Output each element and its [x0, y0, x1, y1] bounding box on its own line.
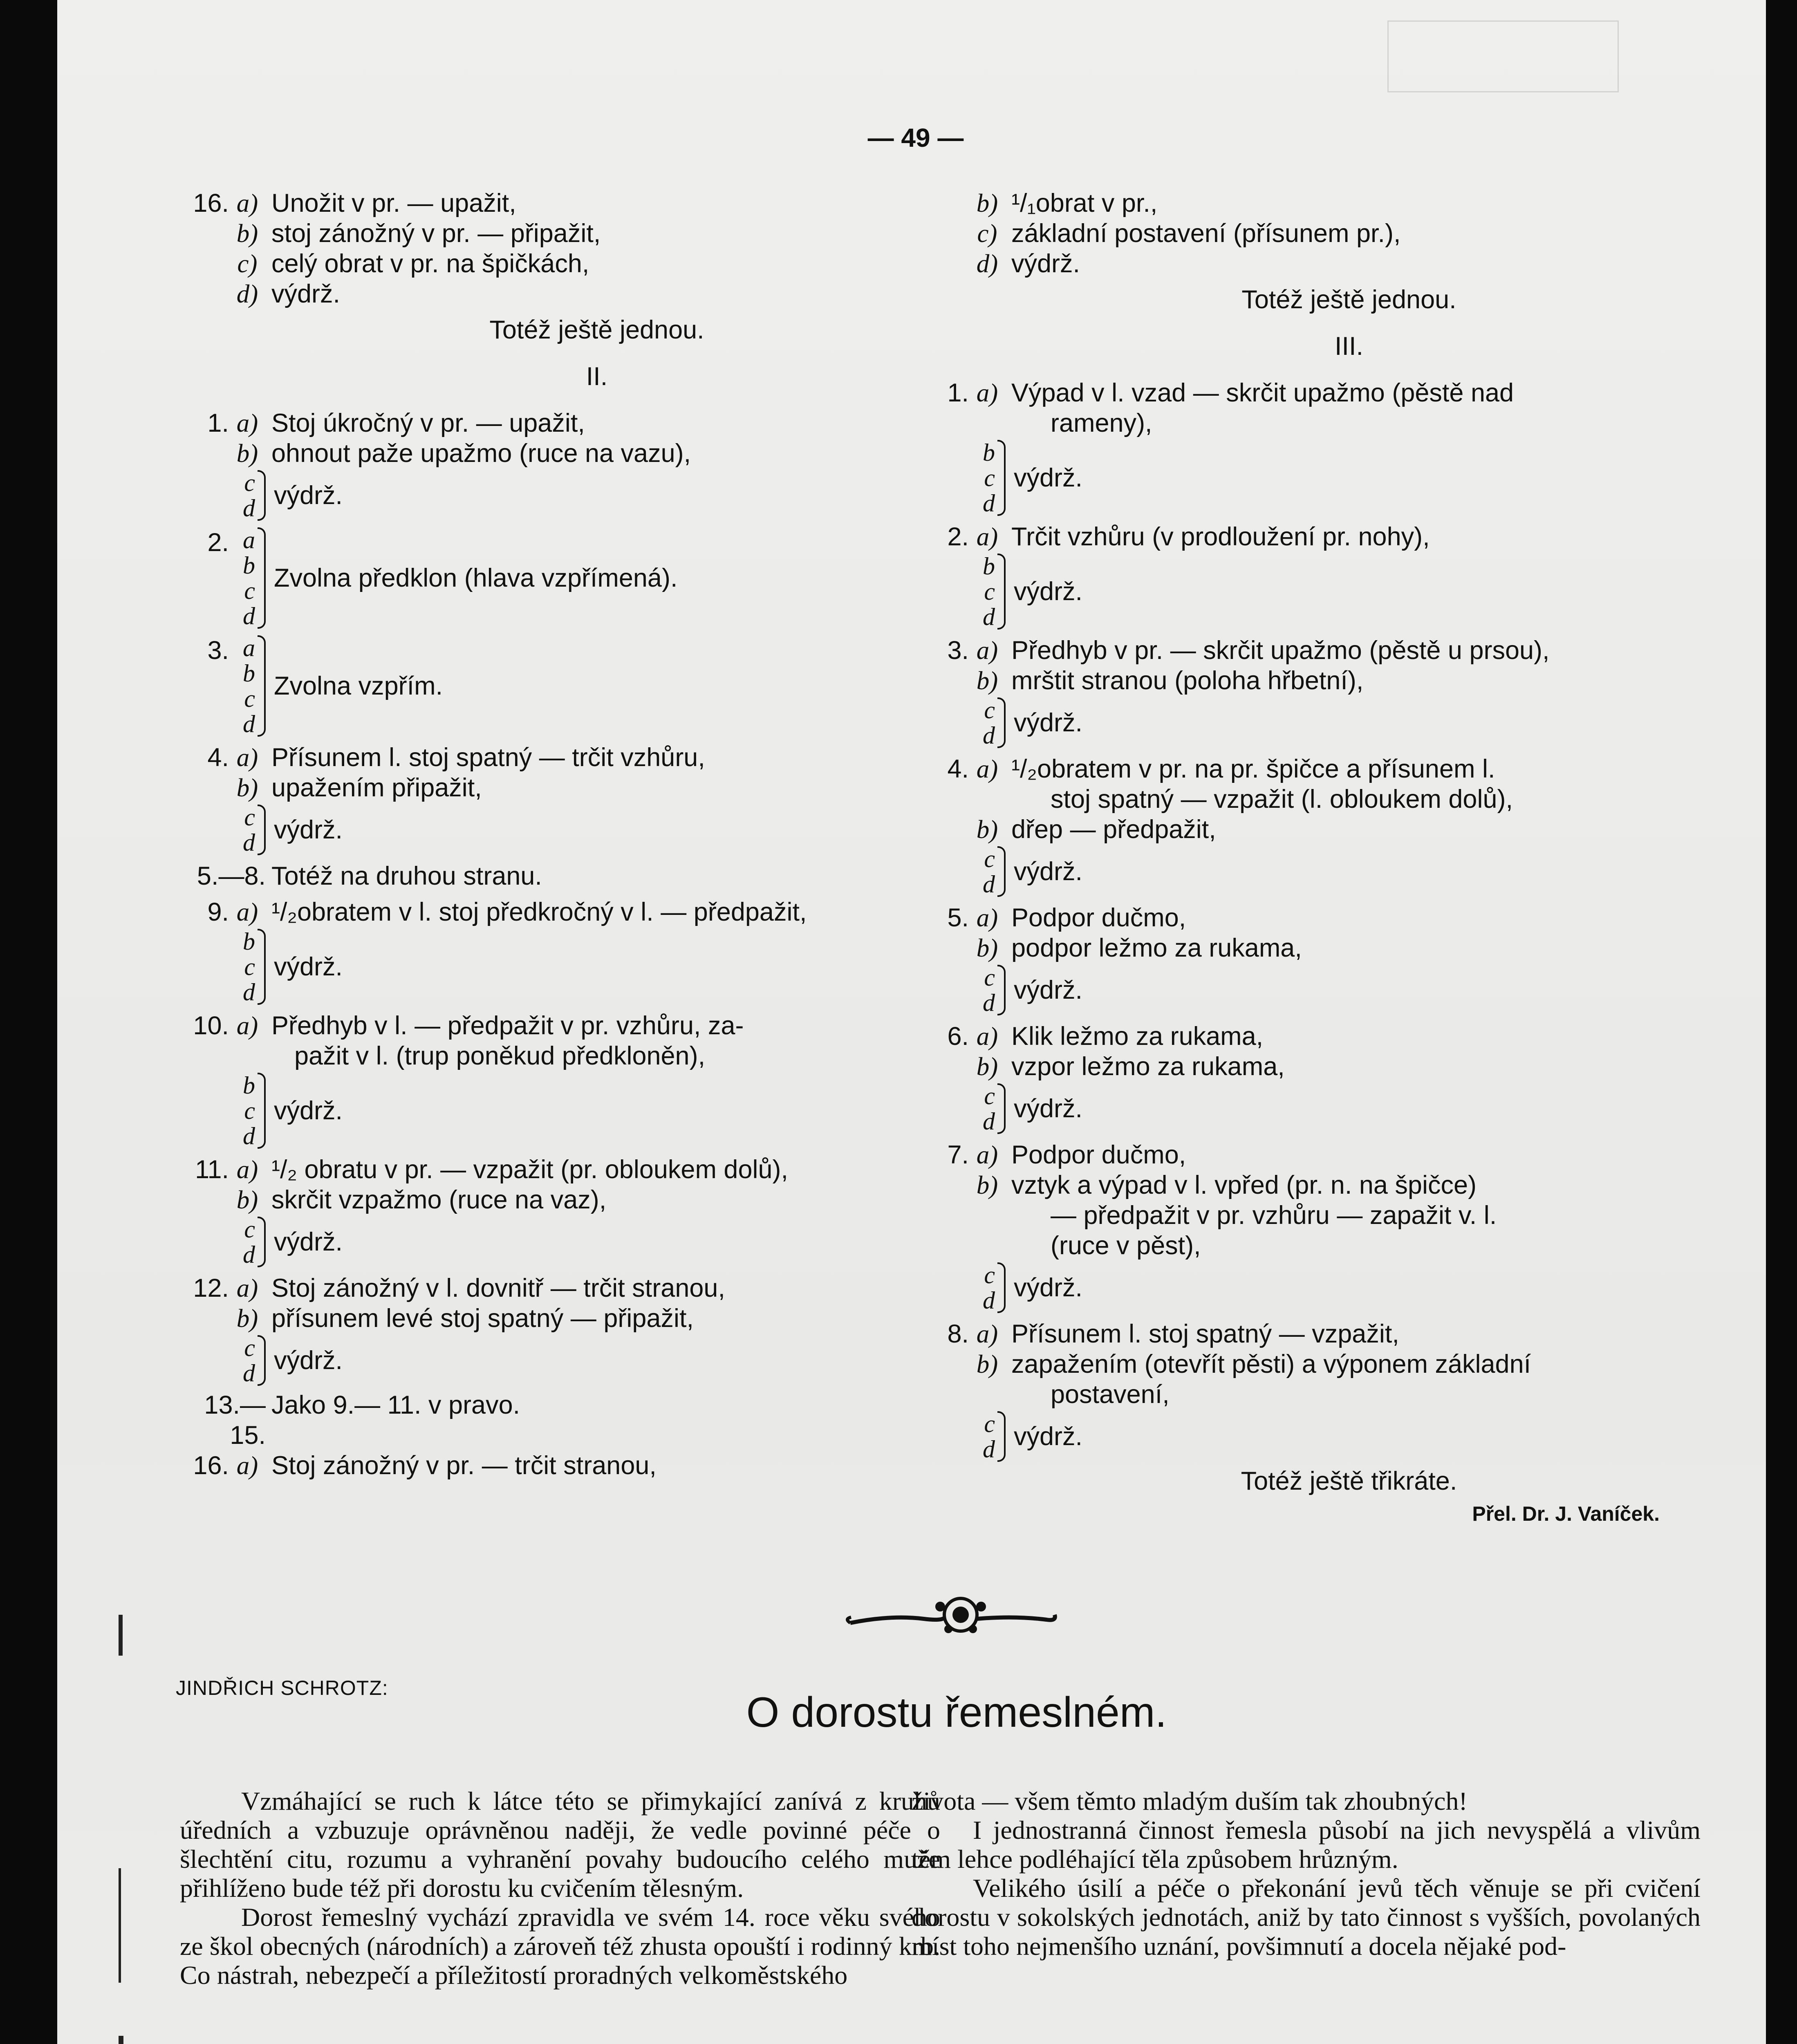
item-letter: d [243, 603, 255, 630]
item-text: mrštit stranou (poloha hřbetní), [1011, 666, 1364, 695]
fraction: ¹/₂ [271, 1155, 297, 1184]
item-text: výdrž. [274, 1096, 343, 1125]
item-text: Předhyb v l. — předpažit v pr. vzhůru, za- [271, 1011, 744, 1040]
exercise-number: 6. [947, 1022, 969, 1051]
item-letter: c [984, 697, 995, 724]
corner-stamp-mark [1387, 20, 1619, 92]
exercise-4 [176, 742, 936, 855]
item-text: Stoj zánožný v l. dovnitř — trčit stranou, [271, 1274, 725, 1302]
article-title: O dorostu řemeslném. [746, 1689, 1167, 1736]
exercise-number: 5.—8. [197, 862, 266, 890]
margin-mark [119, 2036, 123, 2044]
item-letter: a) [236, 743, 258, 772]
brace-group [176, 470, 936, 521]
item-letter: b) [236, 439, 258, 468]
item-letter: d [243, 979, 255, 1006]
item-text: Zvolna předklon (hlava vzpřímená). [274, 564, 678, 592]
item-letter: d [243, 710, 255, 737]
item-letter: a) [976, 522, 998, 551]
item-letter: a) [236, 189, 258, 217]
item-text: stoj spatný — vzpažit (l. obloukem dolů), [1051, 785, 1513, 814]
item-text: — předpažit v pr. vzhůru — zapažit v. l. [1051, 1201, 1497, 1230]
item-letter: d [243, 495, 255, 522]
item-letter: a [243, 634, 255, 661]
article-left-column [180, 1786, 940, 1990]
item-letter: c [244, 469, 255, 496]
item-text: výdrž. [1011, 249, 1080, 278]
item-text: obrat v pr., [1035, 189, 1158, 217]
exercise-8 [916, 1319, 1692, 1462]
item-letter: a) [976, 379, 998, 407]
item-text: celý obrat v pr. na špičkách, [271, 249, 589, 278]
article-author: JINDŘICH SCHROTZ: [176, 1676, 388, 1699]
repeat-note: Totéž ještě třikráte. [1241, 1467, 1457, 1495]
item-letter: a) [236, 1451, 258, 1480]
item-text: výdrž. [274, 1346, 343, 1375]
repeat-note: Totéž ještě jednou. [489, 316, 704, 344]
item-letter: c [984, 964, 995, 991]
item-text: stoj zánožný v pr. — připažit, [271, 219, 601, 248]
exercise-10 [176, 1011, 936, 1149]
item-text: výdrž. [1014, 464, 1083, 492]
item-letter: d [983, 1436, 995, 1463]
item-text: výdrž. [1014, 857, 1083, 886]
article-right-column [912, 1786, 1701, 1961]
item-letter: b) [976, 815, 998, 844]
item-letter: b) [976, 1350, 998, 1378]
item-letter: b) [976, 666, 998, 695]
item-letter: b) [976, 189, 998, 217]
exercise-1 [176, 408, 936, 521]
item-letter: c [244, 804, 255, 831]
item-text: dřep — předpažit, [1011, 815, 1216, 844]
item-text: Stoj zánožný v pr. — trčit stranou, [271, 1451, 657, 1480]
article-paragraph: Vzmáhající se ruch k látce této se přimykající zanívá z kruhů úředních a vzbuzuje oprávněnou naději, že vedle povinné péče o šlechtění citu, rozumu a vyhranění povahy budoucího celého muže přihlíženo bude též při dorostu ku cvičením tělesným. [180, 1786, 940, 1903]
exercise-number: 5. [947, 903, 969, 932]
item-letter: b) [236, 1186, 258, 1214]
item-letter: c [984, 464, 995, 491]
section-heading: II. [586, 362, 608, 391]
item-letter: d) [236, 280, 258, 308]
item-text: Podpor dučmo, [1011, 903, 1186, 932]
item-letter: d [983, 1287, 995, 1314]
item-letter: d [983, 989, 995, 1016]
item-text: Jako 9.— 11. v pravo. [271, 1391, 520, 1419]
exercise-number: 9. [207, 898, 229, 926]
exercise-6 [916, 1021, 1692, 1134]
item-text: Totéž na druhou stranu. [271, 862, 542, 890]
item-text: Klik ležmo za rukama, [1011, 1022, 1264, 1051]
item-letter: d) [976, 249, 998, 278]
item-letter: d [983, 603, 995, 630]
item-text: Výpad v l. vzad — skrčit upažmo (pěstě nad [1011, 379, 1514, 407]
item-letter: d [983, 722, 995, 749]
item-letter: b [243, 928, 255, 955]
exercise-number: 2. [207, 528, 229, 557]
item-text: Unožit v pr. — upažit, [271, 189, 516, 217]
item-text: přísunem levé stoj spatný — připažit, [271, 1304, 694, 1333]
exercise-3 [176, 635, 936, 737]
exercise-number: 13.—15. [204, 1391, 266, 1450]
item-letter: c [244, 1334, 255, 1361]
item-text: Trčit vzhůru (v prodloužení pr. nohy), [1011, 522, 1430, 551]
item-letter: a) [236, 1274, 258, 1302]
item-text: zapažením (otevřít pěsti) a výponem základní [1011, 1350, 1531, 1378]
exercise-11 [176, 1154, 936, 1267]
item-letter: c [984, 1410, 995, 1437]
article-paragraph: I jednostranná činnost řemesla působí na jich nevyspělá a vlivům těm lehce podléhající těla způsobem hrůzným. [912, 1815, 1701, 1874]
exercise-9 [176, 897, 936, 1005]
item-letter: c [244, 577, 255, 604]
item-text: vztyk a výpad v l. vpřed (pr. n. na špičce) [1011, 1171, 1477, 1199]
item-letter: d [243, 1360, 255, 1387]
item-letter: d [983, 871, 995, 898]
item-letter: c [244, 1216, 255, 1243]
item-text: výdrž. [1014, 1422, 1083, 1451]
translator-signature: Přel. Dr. J. Vaníček. [1472, 1502, 1660, 1525]
item-letter: a) [976, 755, 998, 783]
item-text: vzpor ležmo za rukama, [1011, 1052, 1285, 1081]
item-letter: a [243, 527, 255, 554]
item-text: obratem v pr. na pr. špičce a přísunem l. [1037, 755, 1495, 783]
item-letter: c [984, 578, 995, 605]
exercise-number: 10. [193, 1011, 229, 1040]
item-text: výdrž. [1014, 1273, 1083, 1302]
article-paragraph: Dorost řemeslný vychází zpravidla ve svém 14. roce věku svého ze škol obecných (národních) a zároveň též zhusta opouští i rodinný krb. Co nástrah, nebezpečí a příležitostí proradných velkoměstského [180, 1903, 940, 1990]
item-text: postavení, [1051, 1380, 1170, 1409]
exercise-16-continuation [916, 188, 1692, 315]
item-text: výdrž. [271, 280, 341, 308]
exercise-2 [176, 527, 936, 629]
section-heading: III. [1334, 332, 1363, 361]
exercise-16-second [176, 1450, 936, 1481]
exercise-number: 1. [207, 409, 229, 437]
item-text: skrčit vzpažmo (ruce na vaz), [271, 1186, 607, 1214]
fraction: ¹/₂ [271, 898, 297, 926]
exercise-number: 16. [193, 1451, 229, 1480]
item-text: výdrž. [274, 1228, 343, 1256]
exercise-12 [176, 1273, 936, 1386]
item-text: výdrž. [1014, 976, 1083, 1004]
exercise-number: 12. [193, 1274, 229, 1302]
item-text: (ruce v pěst), [1051, 1231, 1201, 1260]
item-letter: b) [976, 1052, 998, 1081]
item-letter: c) [237, 249, 258, 278]
item-letter: a) [976, 1320, 998, 1348]
item-letter: b [243, 660, 255, 687]
item-letter: d [983, 490, 995, 517]
item-letter: a) [236, 1155, 258, 1184]
exercise-13-15 [176, 1390, 936, 1450]
item-text: výdrž. [274, 816, 343, 844]
exercise-number: 2. [947, 522, 969, 551]
item-text: obratu v pr. — vzpažit (pr. obloukem dolů), [304, 1155, 789, 1184]
item-text: výdrž. [274, 953, 343, 981]
page [57, 0, 1766, 2044]
item-letter: b) [236, 219, 258, 248]
exercise-number: 4. [207, 743, 229, 772]
exercise-number: 3. [207, 636, 229, 665]
item-text: rameny), [1051, 409, 1152, 437]
item-text: Podpor dučmo, [1011, 1141, 1186, 1169]
item-letter: c [244, 685, 255, 712]
item-letter: a) [236, 898, 258, 926]
item-text: Předhyb v pr. — skrčit upažmo (pěstě u prsou), [1011, 636, 1550, 665]
item-text: ohnout paže upažmo (ruce na vazu), [271, 439, 691, 468]
item-letter: a) [236, 409, 258, 437]
item-text: Stoj úkročný v pr. — upažit, [271, 409, 585, 437]
item-letter: d [243, 1241, 255, 1268]
left-column [176, 188, 936, 1481]
right-column [916, 188, 1692, 1525]
page-number: — 49 — [867, 123, 964, 152]
item-letter: a) [976, 1141, 998, 1169]
item-letter: a) [976, 903, 998, 932]
item-letter: c) [977, 219, 997, 248]
exercise-5-8 [176, 861, 936, 891]
item-letter: b [243, 552, 255, 579]
item-text: pažit v l. (trup poněkud předkloněn), [294, 1042, 706, 1070]
exercise-number: 7. [947, 1141, 969, 1169]
exercise-1 [916, 378, 1692, 516]
item-letter: c [984, 1083, 995, 1109]
exercise-7 [916, 1140, 1692, 1313]
item-text: výdrž. [274, 481, 343, 510]
item-letter: b [243, 1072, 255, 1099]
item-letter: b [983, 439, 995, 466]
item-letter: a) [976, 636, 998, 665]
item-text: výdrž. [1014, 1094, 1083, 1123]
item-letter: a) [236, 1011, 258, 1040]
exercise-number: 11. [195, 1155, 229, 1184]
item-letter: c [244, 953, 255, 980]
article-paragraph: života — všem těmto mladým duším tak zhoubných! [912, 1786, 1468, 1815]
item-letter: b) [236, 1304, 258, 1333]
exercise-number: 4. [947, 755, 969, 783]
item-letter: d [983, 1108, 995, 1135]
margin-mark [119, 1615, 123, 1656]
exercise-16 [176, 188, 936, 345]
item-letter: c [984, 845, 995, 872]
item-text: upažením připažit, [271, 773, 482, 802]
item-letter: b) [976, 1171, 998, 1199]
item-text: obratem v l. stoj předkročný v l. — předpažit, [297, 898, 807, 926]
exercise-4 [916, 754, 1692, 897]
item-text: výdrž. [1014, 708, 1083, 737]
item-text: výdrž. [1014, 577, 1083, 606]
exercise-number: 8. [947, 1320, 969, 1348]
exercise-3 [916, 635, 1692, 748]
item-letter: a) [976, 1022, 998, 1051]
item-text: Přísunem l. stoj spatný — trčit vzhůru, [271, 743, 705, 772]
item-letter: d [243, 1123, 255, 1150]
margin-mark [119, 1868, 121, 1983]
item-letter: c [244, 1097, 255, 1124]
item-text: Zvolna vzpřím. [274, 672, 443, 700]
item-letter: b) [976, 934, 998, 962]
item-text: podpor ležmo za rukama, [1011, 934, 1302, 962]
repeat-note: Totéž ještě jednou. [1241, 285, 1456, 314]
exercise-2 [916, 522, 1692, 630]
exercise-number: 1. [947, 379, 969, 407]
exercise-number: 3. [947, 636, 969, 665]
article-paragraph: Velikého úsilí a péče o překonání jevů těch věnuje se při cvičení dorostu v sokolských jednotách, aniž by tato činnost s vyšších, povolaných míst toho nejmenšího uznání, povšimnutí a docela nějaké pod- [912, 1874, 1701, 1961]
exercise-number: 16. [193, 189, 229, 217]
fraction: ¹/₁ [1011, 189, 1036, 217]
item-letter: c [984, 1262, 995, 1289]
item-letter: b) [236, 773, 258, 802]
item-letter: d [243, 829, 255, 856]
item-text: základní postavení (přísunem pr.), [1011, 219, 1401, 248]
exercise-5 [916, 903, 1692, 1015]
item-text: Přísunem l. stoj spatný — vzpažit, [1011, 1320, 1399, 1348]
decorative-ornament-icon [842, 1590, 1063, 1643]
item-letter: b [983, 553, 995, 580]
fraction: ¹/₂ [1011, 755, 1037, 783]
